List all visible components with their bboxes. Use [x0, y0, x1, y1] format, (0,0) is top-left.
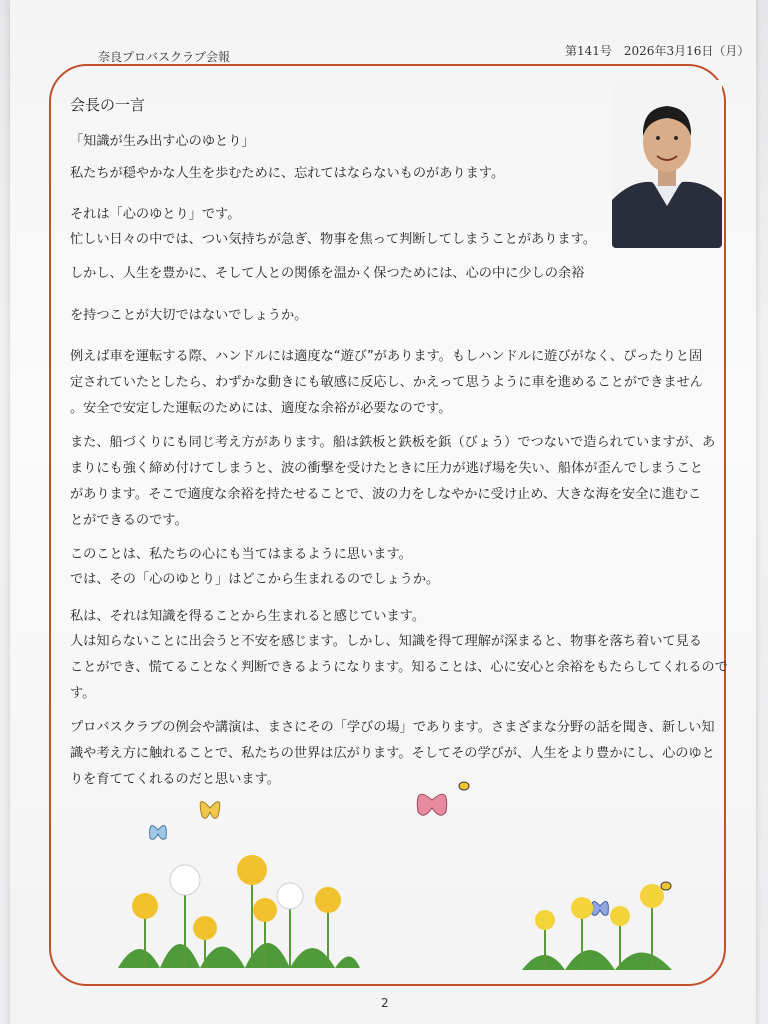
paragraph-line: りを育ててくれるのだと思います。 [70, 772, 280, 787]
paragraph-line: 識や考え方に触れることで、私たちの世界は広がります。そしてその学びが、人生をより豊かにし、心のゆと [70, 746, 715, 761]
paragraph-line: 定されていたとしたら、わずかな動きにも敏感に反応し、かえって思うように車を進めることができません [70, 375, 703, 390]
paragraph-line: とができるのです。 [70, 513, 188, 528]
paragraph-line: 人は知らないことに出会うと不安を感じます。しかし、知識を得て理解が深まると、物事を落ち着いて見る [70, 634, 702, 649]
butterfly-icon [150, 826, 167, 840]
paragraph-line: があります。そこで適度な余裕を持たせることで、波の力をしなやかに受け止め、大きな海を安全に進むこ [70, 487, 702, 502]
issue-date: 第141号 2026年3月16日（月） [565, 44, 750, 58]
paragraph-line: 例えば車を運転する際、ハンドルには適度な“遊び”があります。もしハンドルに遊びがなく、ぴったりと固 [70, 349, 703, 364]
paragraph-line: ことができ、慌てることなく判断できるようになります。知ることは、心に安心と余裕をもたらしてくれるので [70, 660, 728, 675]
bee-icon [661, 882, 671, 890]
paragraph-line: このことは、私たちの心にも当てはまるように思います。 [70, 547, 412, 562]
paragraph-line: まりにも強く締め付けてしまうと、波の衝撃を受けたときに圧力が逃げ場を失い、船体が歪んでしまうこと [70, 461, 703, 476]
butterfly-icon [592, 902, 609, 916]
paragraph-line: それは「心のゆとり」です。 [70, 207, 241, 222]
paragraph-line: を持つことが大切ではないでしょうか。 [70, 308, 308, 323]
dandelion-patch [118, 855, 360, 968]
canola-flower [522, 884, 672, 970]
paragraph-line: 忙しい日々の中では、つい気持ちが急ぎ、物事を焦って判断してしまうことがあります。 [70, 232, 596, 247]
paragraph-line: 私は、それは知識を得ることから生まれると感じています。 [70, 609, 426, 624]
paragraph-line: 私たちが穏やかな人生を歩むために、忘れてはならないものがあります。 [70, 166, 505, 181]
section-title: 会長の一言 [70, 96, 146, 114]
butterfly-icon [200, 802, 220, 819]
article-subtitle: 「知識が生み出す心のゆとり」 [70, 134, 255, 149]
paragraph-line: プロバスクラブの例会や講演は、まさにその「学びの場」であります。さまざまな分野の話を聞き、新しい知 [70, 720, 715, 735]
newsletter-name: 奈良プロバスクラブ会報 [98, 50, 231, 64]
paragraph-line: しかし、人生を豊かに、そして人との関係を温かく保つためには、心の中に少しの余裕 [70, 266, 585, 281]
paragraph-line: す。 [70, 686, 96, 701]
page-number: 2 [381, 996, 389, 1010]
paragraph-line: また、船づくりにも同じ考え方があります。船は鉄板と鉄板を鋲（びょう）でつないで造られていますが、あ [70, 435, 716, 450]
bee-icon [459, 782, 469, 790]
paragraph-line: では、その「心のゆとり」はどこから生まれるのでしょうか。 [70, 572, 440, 587]
butterfly-icon [417, 794, 446, 815]
paragraph-line: 。安全で安定した運転のためには、適度な余裕が必要なのです。 [70, 401, 452, 416]
